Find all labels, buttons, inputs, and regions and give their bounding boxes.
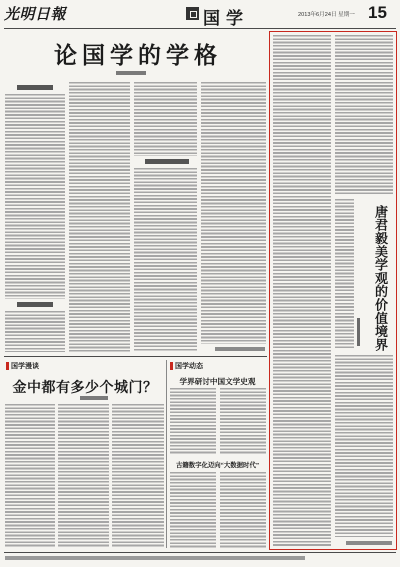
news-item-headline: 学界研讨中国文学史观: [179, 377, 256, 386]
mantan-byline: [80, 396, 108, 400]
section-subheading: [17, 302, 53, 307]
body-text-column: [170, 388, 216, 455]
feature-article-title: 唐君毅美学观的价值境界: [373, 205, 388, 352]
feature-byline: [357, 318, 360, 346]
mantan-column-label: [6, 361, 39, 371]
section-title: 国学: [203, 9, 249, 28]
body-text-column: [335, 199, 354, 349]
body-text-column: [69, 82, 130, 352]
body-text-column: [201, 82, 266, 344]
label-marker: [170, 362, 173, 370]
footer-imprint: [5, 556, 305, 560]
author-affiliation: [346, 541, 392, 545]
body-text-column: [58, 404, 109, 548]
mantan-headline: 金中都有多少个城门？: [12, 381, 158, 396]
seal-square-icon: [186, 7, 199, 20]
section-divider: [4, 356, 267, 357]
body-text-column: [170, 472, 216, 548]
author-affiliation: [215, 347, 265, 351]
page-number: 15: [368, 3, 387, 22]
body-text-column: [220, 388, 266, 455]
body-text-column: [335, 35, 393, 195]
body-text-column: [5, 94, 65, 299]
issue-date: 2013年6月24日 星期一: [298, 12, 355, 18]
label-marker: [6, 362, 9, 370]
mantan-label-text: 国学漫谈: [11, 363, 39, 370]
main-article-headline: 论国学的学格: [54, 43, 222, 68]
section-subheading: [17, 85, 53, 90]
column-divider: [166, 360, 167, 548]
body-text-column: [5, 311, 65, 352]
body-text-column: [335, 355, 393, 537]
body-text-column: [220, 472, 266, 548]
section-subheading: [145, 159, 189, 164]
dongtai-label-text: 国学动态: [175, 363, 203, 370]
news-item-headline: 古籍数字化迈向“大数据时代”: [175, 462, 260, 469]
body-text-column: [273, 35, 331, 547]
newspaper-logo: 光明日報: [4, 7, 67, 23]
footer-rule: [4, 552, 396, 553]
main-article-byline: [116, 71, 146, 75]
masthead-rule: [4, 28, 396, 29]
body-text-column: [134, 82, 197, 156]
body-text-column: [112, 404, 164, 548]
dongtai-column-label: [170, 361, 203, 371]
body-text-column: [134, 168, 197, 352]
body-text-column: [5, 404, 55, 548]
